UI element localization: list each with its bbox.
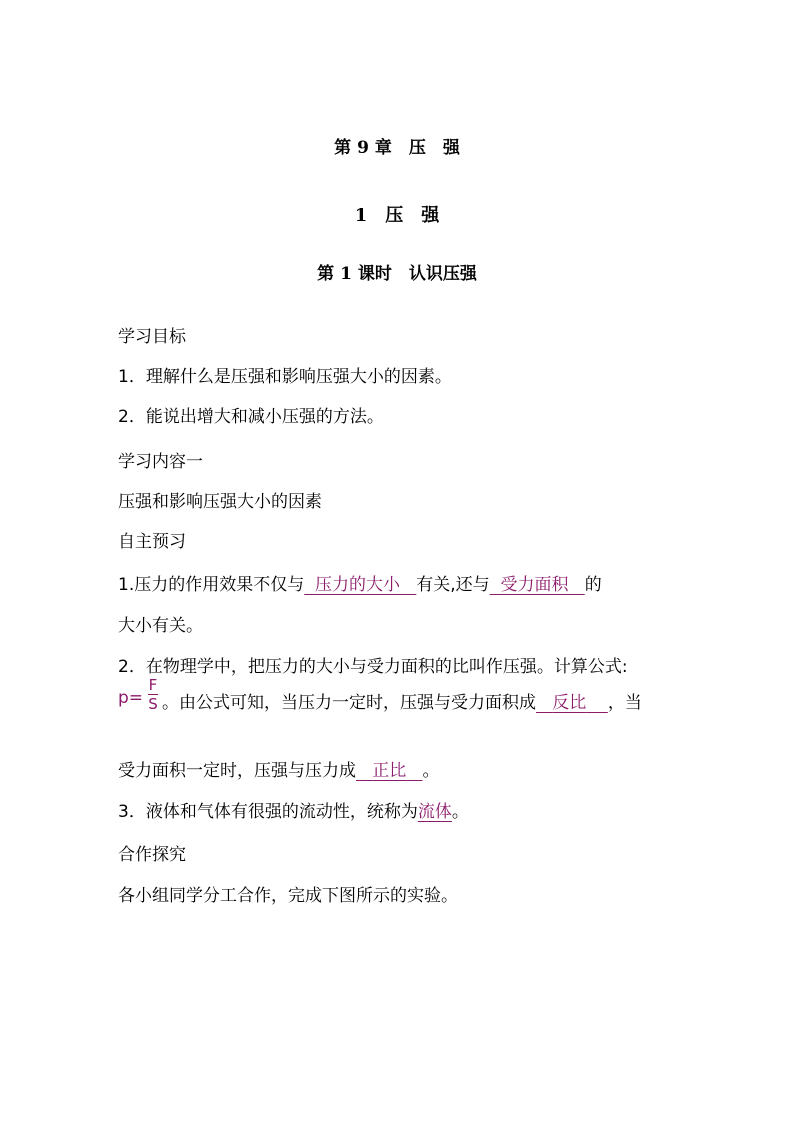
question-1-line-1 <box>118 570 602 595</box>
q1-answer-1: 压力的大小 <box>315 575 401 595</box>
cooperation-title: 合作探究 <box>118 845 186 865</box>
q1-text-c: 的 <box>584 575 602 595</box>
question-1-line-2: 大小有关。 <box>118 616 203 636</box>
goals-title: 学习目标 <box>118 327 186 347</box>
goal-1: 1．理解什么是压强和影响压强大小的因素。 <box>118 367 452 387</box>
goal-2: 2．能说出增大和减小压强的方法。 <box>118 407 384 427</box>
q3-answer: 流体 <box>417 802 452 822</box>
formula-numerator: F <box>148 676 158 694</box>
q2-answer-2: 正比 <box>372 761 407 781</box>
preview-title: 自主预习 <box>118 532 186 552</box>
lesson-title: 第 1 课时 认识压强 <box>317 264 477 284</box>
formula-denominator: S <box>148 695 158 713</box>
q1-text-a: 1.压力的作用效果不仅与 <box>118 575 305 595</box>
cooperation-text: 各小组同学分工合作，完成下图所示的实验。 <box>118 886 458 906</box>
question-2-line-2 <box>118 676 642 713</box>
formula-p: p= <box>118 688 144 708</box>
question-2-line-3: 受力面积一定时，压强与压力成 正比 。 <box>118 761 440 781</box>
q2-continuation: 。由公式可知，当压力一定时，压强与受力面积成 反比 ，当 <box>162 693 642 713</box>
content-title: 学习内容一 <box>118 452 203 472</box>
q1-answer-2: 受力面积 <box>500 575 569 595</box>
chapter-title: 第 9 章 压 强 <box>334 138 460 158</box>
formula-fraction <box>147 676 159 713</box>
question-2-line-1: 2．在物理学中，把压力的大小与受力面积的比叫作压强。计算公式: <box>118 657 628 677</box>
content-topic: 压强和影响压强大小的因素 <box>118 492 322 512</box>
q1-text-b: 有关,还与 <box>416 575 490 595</box>
q2-answer-1: 反比 <box>552 693 587 713</box>
section-title: 1 压 强 <box>354 205 440 226</box>
question-3: 3．液体和气体有很强的流动性，统称为流体。 <box>118 802 469 822</box>
